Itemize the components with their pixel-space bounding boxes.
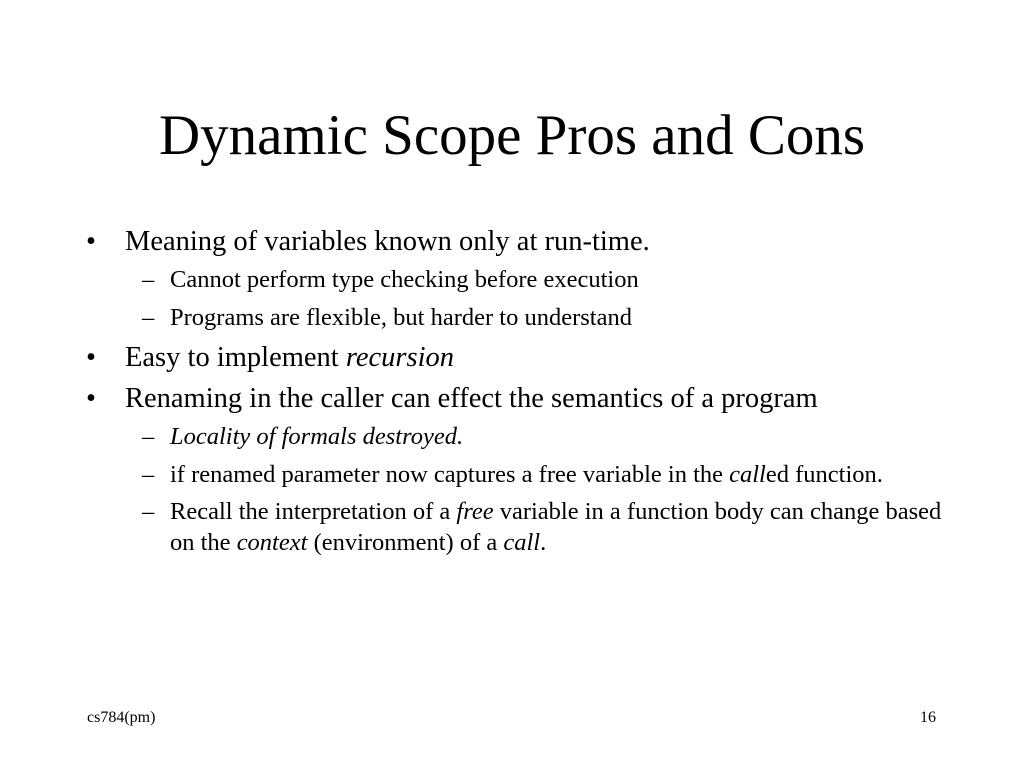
sub-bullet-text-emphasis: call (503, 528, 541, 556)
sub-bullet-item (86, 303, 946, 334)
dash-icon: – (142, 498, 155, 525)
sub-bullet-item (86, 497, 946, 558)
bullet-item (86, 226, 946, 258)
sub-bullet-item (86, 265, 946, 296)
sub-bullet-item (86, 422, 946, 453)
bullet-text: Easy to implement (125, 342, 346, 373)
slide-title: Dynamic Scope Pros and Cons (158, 104, 866, 167)
bullet-item (86, 342, 946, 374)
bullet-icon: • (86, 226, 96, 257)
sub-bullet-text: Cannot perform type checking before execution (170, 266, 639, 293)
footer-label: cs784(pm) (87, 709, 156, 726)
sub-bullet-text-emphasis: free (456, 498, 494, 525)
sub-bullet-text: ed function. (765, 460, 883, 488)
dash-icon: – (142, 460, 155, 488)
sub-bullet-text: Recall the interpretation of a (170, 498, 457, 525)
sub-bullet-text: variable in a function body can change based on the (170, 498, 942, 556)
slide-body (86, 226, 946, 558)
dash-icon: – (142, 266, 155, 293)
page-number: 16 (920, 709, 936, 726)
bullet-text-emphasis: recursion (345, 342, 455, 373)
sub-bullet-text-emphasis: call (729, 460, 766, 488)
sub-bullet-item (86, 460, 946, 491)
dash-icon: – (142, 423, 155, 450)
sub-bullet-text: if renamed parameter now captures a free variable in the (170, 460, 730, 488)
sub-bullet-text: Programs are flexible, but harder to understand (170, 303, 632, 331)
bullet-icon: • (86, 342, 96, 373)
bullet-icon: • (86, 383, 96, 414)
sub-bullet-text: (environment) of a (307, 528, 504, 556)
sub-bullet-text: Locality of formals destroyed. (170, 423, 464, 450)
bullet-item (86, 383, 946, 415)
bullet-text: Meaning of variables known only at run-time. (125, 226, 650, 257)
bullet-text: Renaming in the caller can effect the semantics of a program (125, 383, 818, 414)
sub-bullet-text: . (540, 528, 547, 556)
sub-bullet-text-emphasis: context (236, 528, 308, 556)
dash-icon: – (142, 303, 155, 331)
